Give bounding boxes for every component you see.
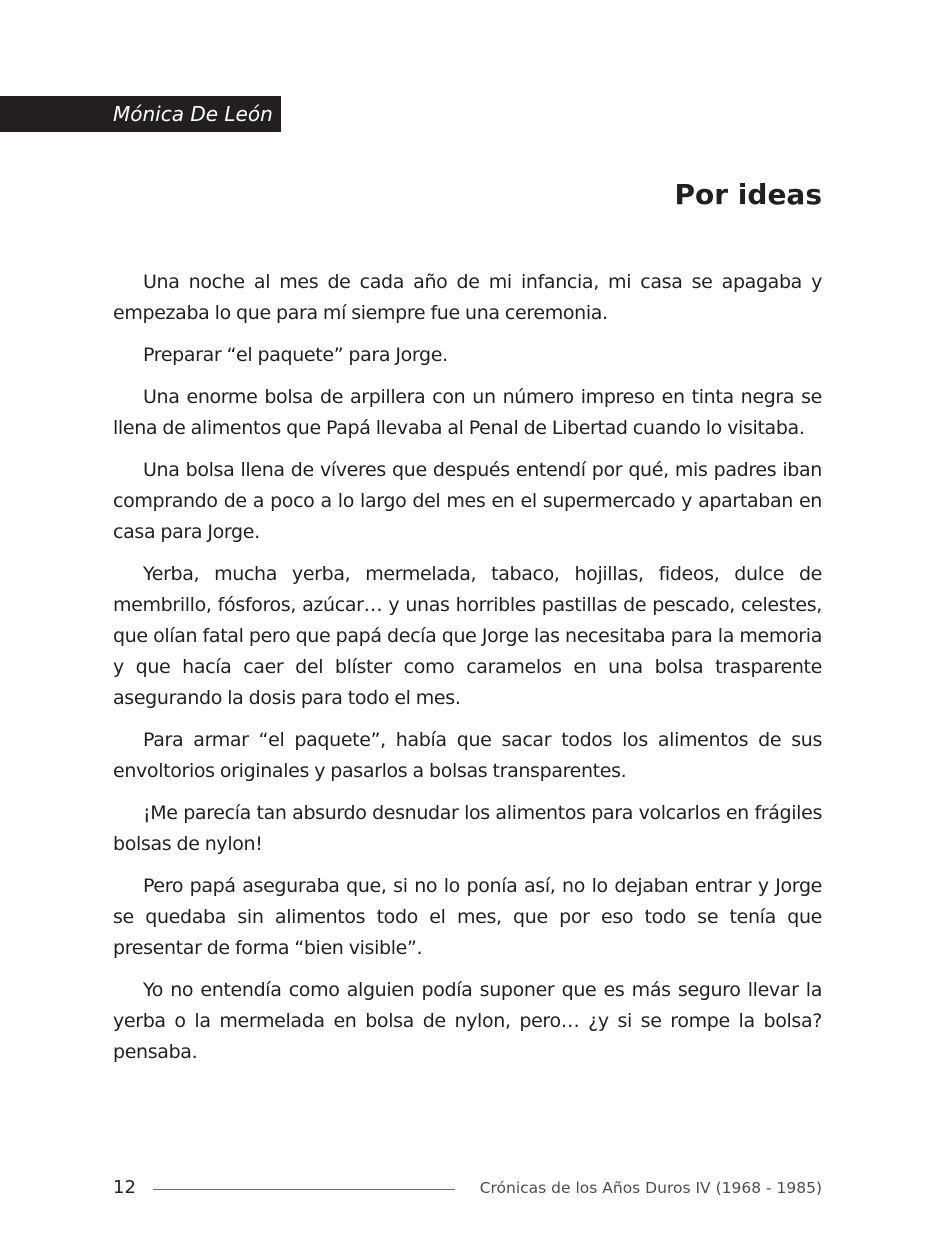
page-number: 12 bbox=[113, 1177, 136, 1198]
chapter-title: Por ideas bbox=[674, 178, 822, 211]
paragraph: Yo no entendía como alguien podía suponer que es más seguro llevar la yerba o la mermelada en bolsa de nylon, pero… ¿y si se rompe la bolsa? pensaba. bbox=[113, 979, 822, 1063]
paragraph: Preparar “el paquete” para Jorge. bbox=[143, 344, 448, 366]
paragraph: Una enorme bolsa de arpillera con un número impreso en tinta negra se llena de alimentos que Papá llevaba al Penal de Libertad cuando lo visitaba. bbox=[113, 386, 822, 439]
paragraph: Yerba, mucha yerba, mermelada, tabaco, hojillas, fideos, dulce de membrillo, fósforos, azúcar… y unas horribles pastillas de pescado, celestes, que olían fatal pero que papá decía que Jorge las necesitaba para la memoria y que hacía caer del blíster como caramelos en una bolsa trasparente asegurando la dosis para todo el mes. bbox=[113, 563, 822, 709]
body-text bbox=[113, 267, 822, 1068]
paragraph: Pero papá aseguraba que, si no lo ponía así, no lo dejaban entrar y Jorge se quedaba sin alimentos todo el mes, que por eso todo se tenía que presentar de forma “bien visible”. bbox=[113, 875, 822, 959]
paragraph: Una noche al mes de cada año de mi infancia, mi casa se apagaba y empezaba lo que para mí siempre fue una ceremonia. bbox=[113, 271, 822, 324]
paragraph: Una bolsa llena de víveres que después entendí por qué, mis padres iban comprando de a poco a lo largo del mes en el supermercado y apartaban en casa para Jorge. bbox=[113, 459, 822, 543]
author-header-bar bbox=[0, 96, 281, 132]
paragraph: ¡Me parecía tan absurdo desnudar los alimentos para volcarlos en frágiles bolsas de nylon! bbox=[113, 802, 822, 855]
book-title: Crónicas de los Años Duros IV (1968 - 1985) bbox=[479, 1179, 822, 1197]
paragraph: Para armar “el paquete”, había que sacar todos los alimentos de sus envoltorios originales y pasarlos a bolsas transparentes. bbox=[113, 729, 822, 782]
author-name: Mónica De León bbox=[113, 102, 273, 126]
page-footer bbox=[113, 1174, 822, 1202]
footer-divider bbox=[153, 1189, 455, 1190]
